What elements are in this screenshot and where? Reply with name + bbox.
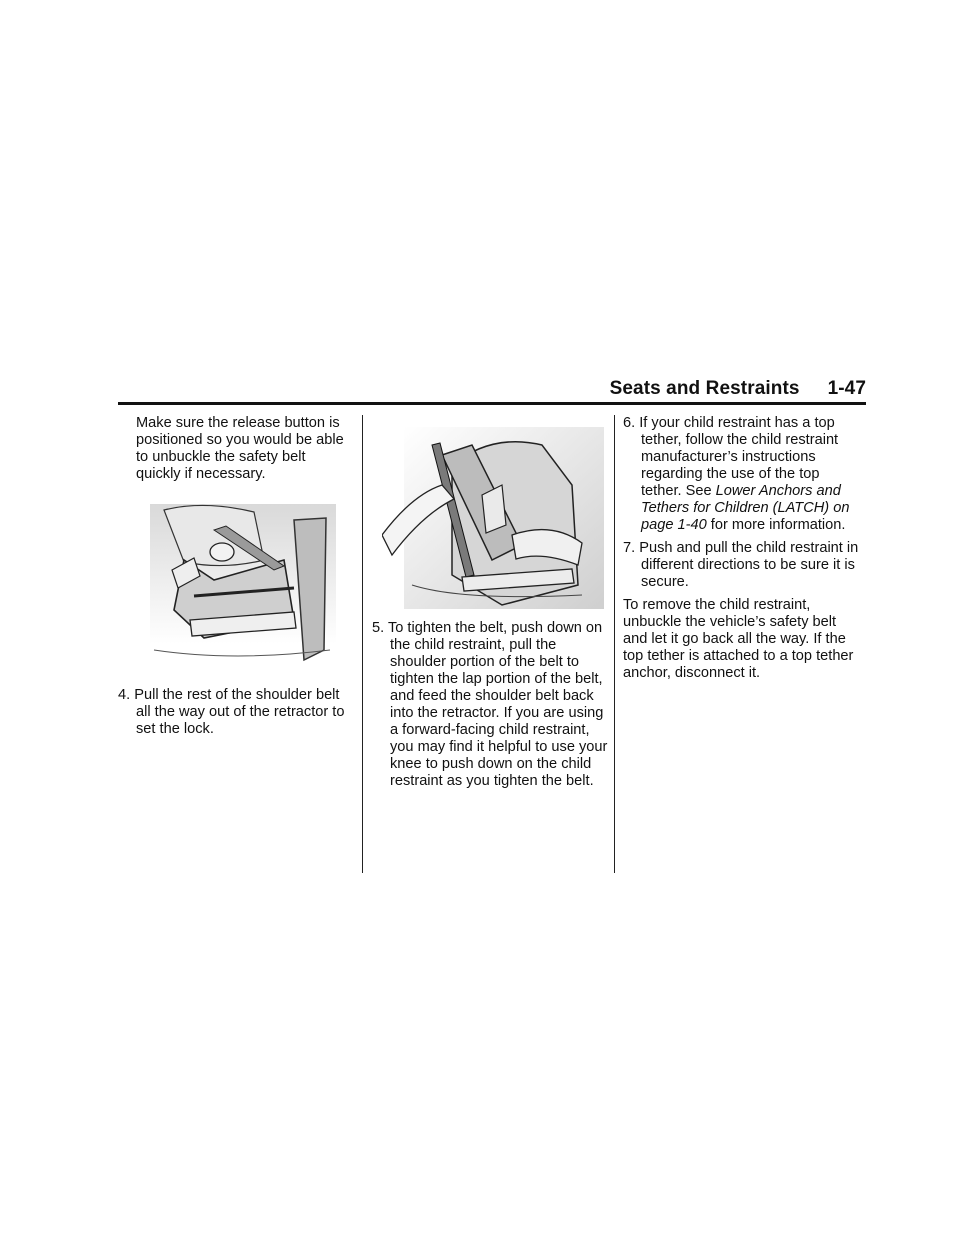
- intro-paragraph: Make sure the release button is positioned so you would be able to unbuckle the safety belt quickly if necessary.: [136, 415, 344, 482]
- illustration-buckle-check: [144, 500, 340, 668]
- page-header: [118, 372, 866, 400]
- header-rule: [118, 402, 866, 405]
- step-7: [623, 540, 859, 591]
- step-6: [623, 415, 859, 534]
- illustration-tighten-belt: [382, 425, 606, 611]
- column-divider-2: [614, 415, 615, 873]
- step-7-text: Push and pull the child restraint in different directions to be sure it is secure.: [639, 540, 859, 590]
- step-5: [372, 620, 608, 790]
- column-1: [118, 415, 354, 483]
- remove-restraint-paragraph: To remove the child restraint, unbuckle the vehicle’s safety belt and let it go back all the way. If the top tether is attached to a top tether anchor, disconnect it.: [623, 597, 854, 681]
- step-5-text: To tighten the belt, push down on the child restraint, pull the shoulder portion of the belt to tighten the lap portion of the belt, and feed the shoulder belt back into the retractor. If you are using a forward-facing child restraint, you may find it helpful to use your knee to push down on the child restraint as you tighten the belt.: [387, 620, 608, 789]
- step-6-number: 6.: [623, 415, 636, 431]
- step-4-text: Pull the rest of the shoulder belt all the way out of the retractor to set the lock.: [134, 687, 345, 737]
- step-6-text-end: for more information.: [706, 517, 846, 533]
- step-4-number: 4.: [118, 687, 131, 703]
- column-divider-1: [362, 415, 363, 873]
- section-title: Seats and Restraints: [609, 378, 800, 399]
- latch-page-reference: Lower Anchors and Tethers for Children (LATCH) on page 1-40: [641, 483, 850, 533]
- step-4: [118, 687, 354, 738]
- page-number: 1-47: [827, 378, 866, 399]
- step-5-number: 5.: [372, 620, 385, 636]
- column-3: [623, 415, 859, 682]
- step-6-text: If your child restraint has a top tether, follow the child restraint manufacturer’s instructions regarding the use of the top tether. See: [639, 415, 839, 499]
- step-7-number: 7.: [623, 540, 636, 556]
